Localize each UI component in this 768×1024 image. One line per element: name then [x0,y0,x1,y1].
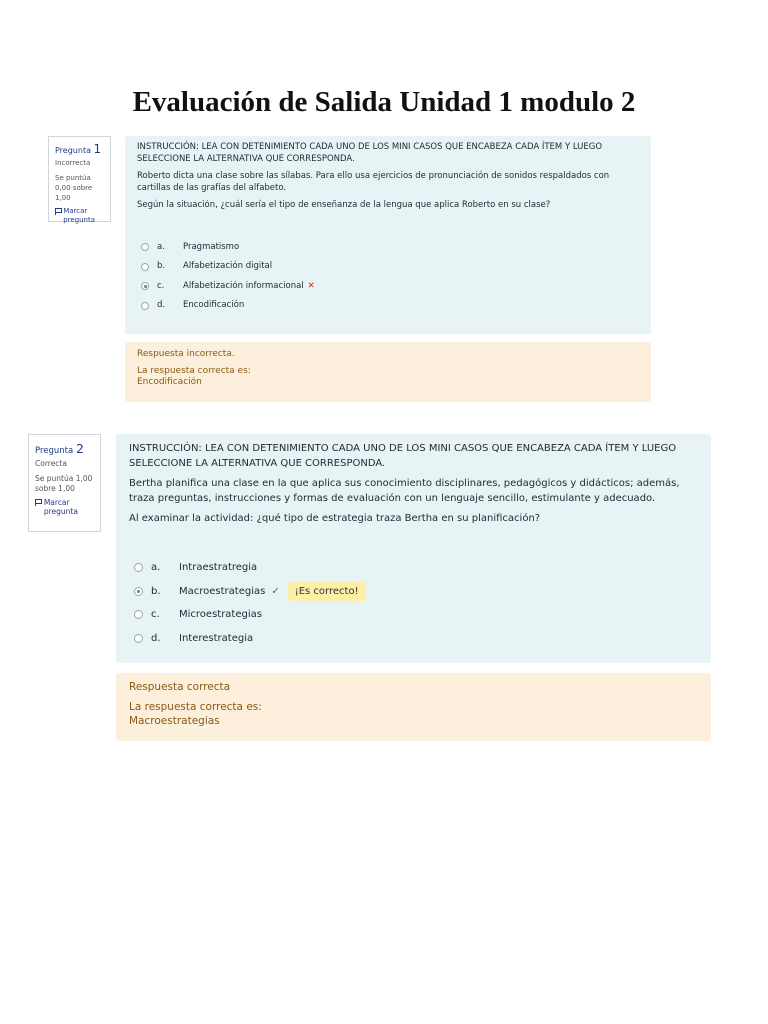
radio-button[interactable] [134,563,143,572]
radio-button[interactable] [134,634,143,643]
page-title: Evaluación de Salida Unidad 1 modulo 2 [132,86,636,118]
answer-options [129,556,698,650]
question-prompt: Al examinar la actividad: ¿qué tipo de estrategia traza Bertha en su planificación? [129,513,541,524]
question-case: Bertha planifica una clase en la que aplica sus conocimiento disciplinares, pedagógicos y didácticos; además, traza preguntas, instrucciones y formas de evaluación con un lenguaje sencillo, estimulante y adecuado. [129,478,680,504]
question-number [35,441,94,456]
question-number-value: 2 [75,441,84,456]
answer-options [137,238,639,316]
correct-answer-label: La respuesta correcta es: [137,366,251,376]
question-content-1 [125,136,651,334]
feedback-result: Respuesta correcta [129,681,231,693]
option-text: Pragmatismo [183,241,240,252]
answer-option-a[interactable] [129,556,698,580]
option-letter: a. [151,562,161,574]
option-text: Alfabetización digital [183,261,273,271]
radio-button-selected[interactable] [141,282,149,290]
option-letter: d. [151,632,161,644]
question-info-1 [48,136,111,222]
flag-icon [55,208,60,215]
question-number-label: Pregunta [35,446,74,456]
answer-option-c[interactable] [129,603,698,627]
question-points: Se puntúa 0,00 sobre 1,00 [55,174,93,202]
feedback-result: Respuesta incorrecta. [137,349,235,359]
question-number-value: 1 [93,142,102,156]
question-points: Se puntúa 1,00 sobre 1,00 [35,474,93,493]
feedback-box-2 [116,673,711,741]
correct-answer-value: Macroestrategias [129,715,220,727]
x-icon: ✕ [307,280,315,291]
flag-question-link[interactable] [55,207,104,225]
correct-answer-value: Encodificación [137,377,202,387]
flag-question-label: Marcar pregunta [63,207,96,224]
option-text: Alfabetización informacional [183,280,304,291]
check-icon: ✓ [271,585,280,597]
question-content-2 [116,434,711,663]
option-letter: d. [157,300,166,310]
correct-answer-label: La respuesta correcta es: [129,701,262,713]
question-number [55,142,104,156]
question-number-label: Pregunta [55,146,91,155]
option-text: Encodificación [183,300,245,310]
option-letter: b. [151,585,161,597]
question-instruction: INSTRUCCIÓN: LEA CON DETENIMIENTO CADA UNO DE LOS MINI CASOS QUE ENCABEZA CADA ÍTEM Y LUEGO SELECCIONE LA ALTERNATIVA QUE CORRESPONDA. [129,443,677,469]
answer-option-c[interactable] [137,277,639,297]
radio-button[interactable] [141,263,149,271]
option-text: Intraestratregia [179,562,258,574]
flag-icon [35,499,41,506]
radio-button[interactable] [141,302,149,310]
question-state: Incorrecta [55,159,91,167]
flag-question-label: Marcar pregunta [43,498,78,516]
question-case: Roberto dicta una clase sobre las sílabas. Para ello usa ejercicios de pronunciación de sonidos respaldados con cartillas de las grafías del alfabeto. [137,171,610,193]
correct-badge: ¡Es correcto! [288,582,366,601]
option-letter: c. [157,280,165,291]
option-letter: c. [151,609,160,621]
answer-option-b[interactable] [137,257,639,277]
answer-option-d[interactable] [129,627,698,651]
option-letter: b. [157,261,166,271]
answer-option-b[interactable] [129,580,698,604]
question-info-2 [28,434,101,532]
radio-button-selected[interactable] [134,587,143,596]
question-prompt: Según la situación, ¿cuál sería el tipo de enseñanza de la lengua que aplica Roberto en su clase? [137,200,551,210]
option-letter: a. [157,241,165,252]
flag-question-link[interactable] [35,498,94,516]
feedback-box-1 [125,342,651,402]
radio-button[interactable] [134,610,143,619]
option-text: Interestrategia [179,632,254,644]
question-state: Correcta [35,459,67,468]
option-text: Microestrategias [179,609,262,621]
option-text: Macroestrategias [179,585,266,597]
question-instruction: INSTRUCCIÓN: LEA CON DETENIMIENTO CADA UNO DE LOS MINI CASOS QUE ENCABEZA CADA ÍTEM Y LUEGO SELECCIONE LA ALTERNATIVA QUE CORRESPONDA. [137,142,603,164]
answer-option-d[interactable] [137,296,639,316]
answer-option-a[interactable] [137,238,639,258]
radio-button[interactable] [141,243,149,251]
